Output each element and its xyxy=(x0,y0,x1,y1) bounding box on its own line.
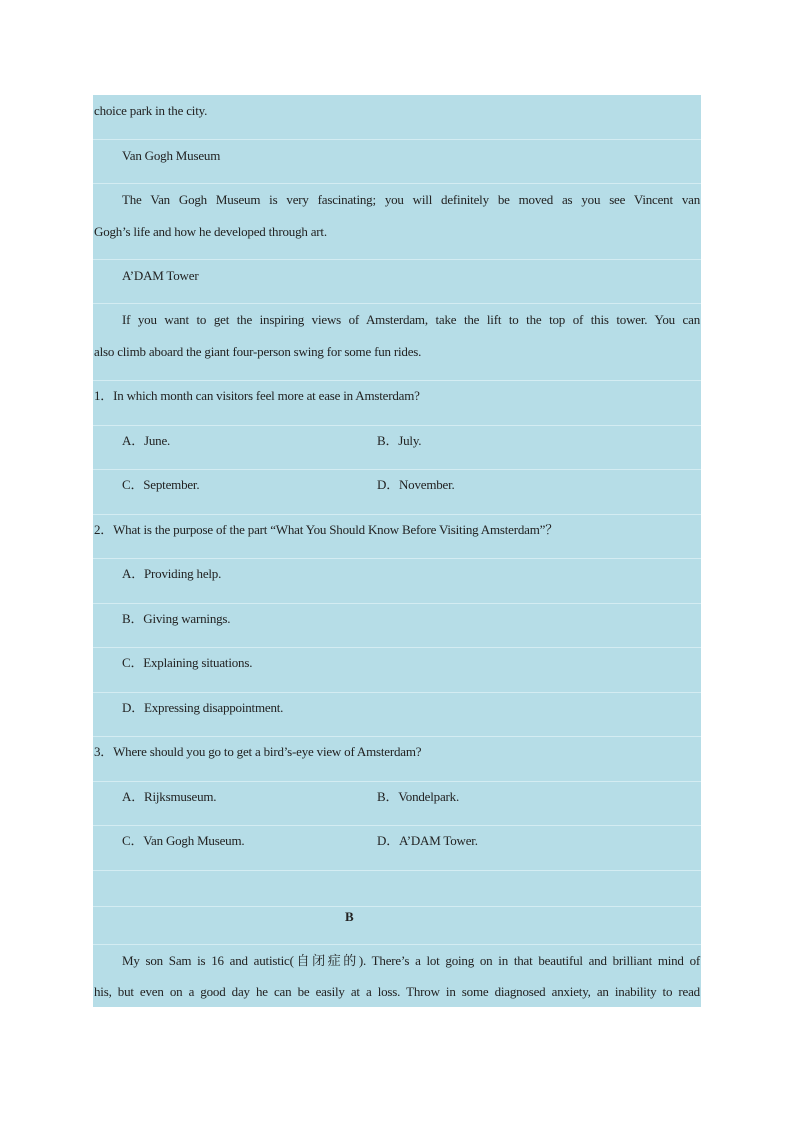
heading-row xyxy=(93,139,701,183)
options-row xyxy=(93,825,701,870)
options-row xyxy=(93,558,701,603)
options-row xyxy=(93,425,701,469)
options-row xyxy=(93,781,701,825)
options-row xyxy=(93,603,701,647)
answer-option: B．Giving warnings. xyxy=(122,611,231,626)
answer-option: D．November. xyxy=(377,477,455,492)
passage-line: My son Sam is 16 and autistic(自闭症的). There’s a lot going on in that beautiful and brilliant mind of xyxy=(122,953,700,968)
section-heading-van-gogh: Van Gogh Museum xyxy=(122,148,221,163)
question-row xyxy=(93,380,701,425)
text-block xyxy=(93,95,701,1007)
options-row xyxy=(93,692,701,736)
section-heading-adam-tower: A’DAM Tower xyxy=(122,268,199,283)
heading-row xyxy=(93,259,701,303)
options-row xyxy=(93,469,701,514)
question-row xyxy=(93,736,701,781)
paragraph-row xyxy=(93,944,701,1007)
passage-line: If you want to get the inspiring views of Amsterdam, take the lift to the top of this tower. You can xyxy=(122,312,700,327)
answer-option: B．Vondelpark. xyxy=(377,789,460,804)
answer-option: A．Providing help. xyxy=(122,566,222,581)
paragraph-row xyxy=(93,303,701,380)
passage-line: Gogh’s life and how he developed through art. xyxy=(94,224,327,239)
answer-option: C．Van Gogh Museum. xyxy=(122,833,245,848)
answer-option: A．June. xyxy=(122,433,171,448)
answer-option: B．July. xyxy=(377,433,422,448)
question-stem: 1．In which month can visitors feel more at ease in Amsterdam? xyxy=(94,388,420,403)
blank-row xyxy=(93,870,701,906)
answer-option: D．Expressing disappointment. xyxy=(122,700,284,715)
passage-line: choice park in the city. xyxy=(94,103,208,118)
options-row xyxy=(93,647,701,692)
question-stem: 3．Where should you go to get a bird’s-eye view of Amsterdam? xyxy=(94,744,422,759)
question-row xyxy=(93,514,701,558)
passage-line: The Van Gogh Museum is very fascinating; you will definitely be moved as you see Vincent van xyxy=(122,192,700,207)
paragraph-row xyxy=(93,95,701,139)
section-label-b: B xyxy=(345,909,354,924)
answer-option: C．September. xyxy=(122,477,200,492)
answer-option: C．Explaining situations. xyxy=(122,655,253,670)
paragraph-row xyxy=(93,183,701,259)
passage-line: also climb aboard the giant four-person swing for some fun rides. xyxy=(94,344,422,359)
answer-option: D．A’DAM Tower. xyxy=(377,833,478,848)
answer-option: A．Rijksmuseum. xyxy=(122,789,217,804)
section-label-row xyxy=(93,906,701,944)
passage-line: his, but even on a good day he can be easily at a loss. Throw in some diagnosed anxiety, an inability to read xyxy=(94,984,700,999)
question-stem: 2．What is the purpose of the part “What You Should Know Before Visiting Amsterdam”？ xyxy=(94,522,559,537)
